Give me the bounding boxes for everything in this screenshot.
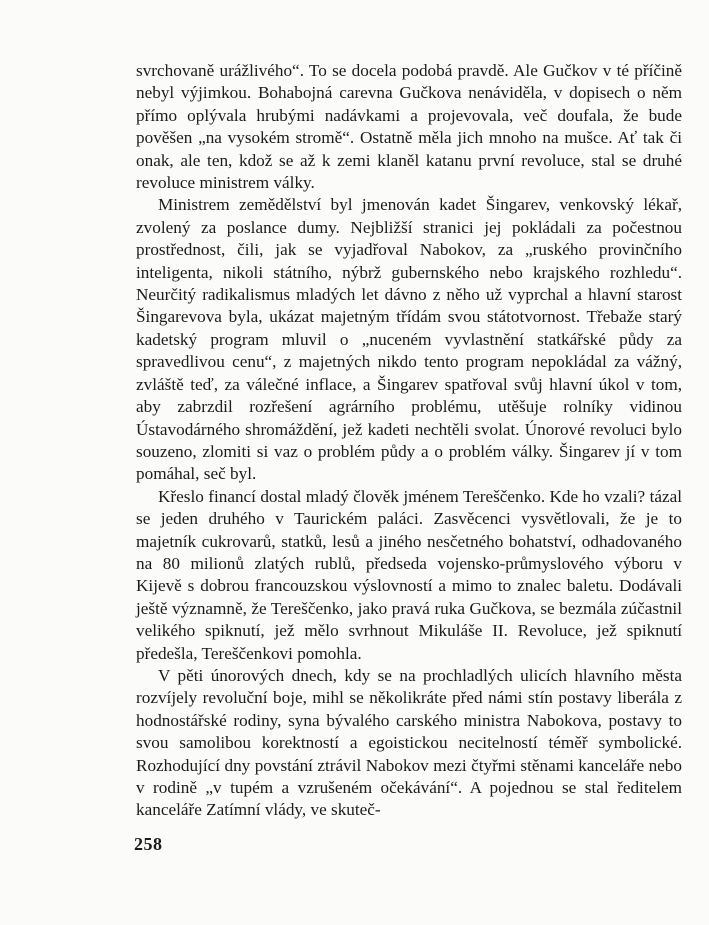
paragraph-3: Křeslo financí dostal mladý člověk jménem Tereščenko. Kde ho vzali? tázal se jeden druhého v Taurickém paláci. Zasvěcenci vysvětlovali, že je to majetník cukrovarů, statků, lesů a jiného nesčetného bohatství, odhadovaného na 80 milionů zlatých rublů, předseda vojensko-průmyslového výboru v Kijevě s dobrou francouzskou výslovností a mimo to znalec baletu. Dodávali ještě významně, že Tereščenko, jako pravá ruka Gučkova, se bezmála zúčastnil velikého spiknutí, jež mělo svrhnout Mikuláše II. Revoluce, jež spiknutí předešla, Tereščenkovi pomohla. bbox=[136, 486, 682, 663]
body-text bbox=[136, 60, 682, 822]
paragraph-4: V pěti únorových dnech, kdy se na prochladlých ulicích hlavního města rozvíjely revoluční boje, mihl se několikráte před námi stín postavy liberála z hodnostářské rodiny, syna bývalého carského ministra Nabokova, postavy to svou samolibou korektností a egoistickou necitelností téměř symbolické. Rozhodující dny povstání ztrávil Nabokov mezi čtyřmi stěnami kanceláře nebo v rodině „v tupém a vzrušeném očekávání“. A pojednou se stal ředitelem kanceláře Zatímní vlády, ve skuteč- bbox=[136, 665, 682, 820]
paragraph-1: svrchovaně urážlivého“. To se docela podobá pravdě. Ale Gučkov v té příčině nebyl výjimkou. Bohabojná carevna Gučkova nenáviděla, v dopisech o něm přímo oplývala hrubými nadávkami a projevovala, več doufala, že bude pověšen „na vysokém stromě“. Ostatně měla jich mnoho na mušce. Ať tak či onak, ale ten, kdož se až k zemi klaněl katanu první revoluce, stal se druhé revoluce ministrem války. bbox=[136, 61, 682, 193]
page-number: 258 bbox=[134, 834, 163, 854]
paragraph-2: Ministrem zemědělství byl jmenován kadet Šingarev, venkovský lékař, zvolený za poslance dumy. Nejbližší stranici jej pokládali za počestnou prostřednost, čili, jak se vyjadřoval Nabokov, za „ruského provinčního inteligenta, nikoli státního, nýbrž gubernského nebo krajského rozhledu“. Neurčitý radikalismus mladých let dávno z něho už vyprchal a hlavní starost Šingarevova byla, ukázat majetným třídám svou státotvornost. Třebaže starý kadetský program mluvil o „nuceném vyvlastnění statkářské půdy za spravedlivou cenu“, z majetných nikdo tento program nepokládal za vážný, zvláště teď, za válečné inflace, a Šingarev spatřoval svůj hlavní úkol v tom, aby zabrzdil rozřešení agrárního problému, utěšuje rolníky vidinou Ústavodárného shromáždění, jež kadeti nechtěli svolat. Únorové revoluci bylo souzeno, zlomiti si vaz o problém půdy a o problém války. Šingarev jí v tom pomáhal, seč byl. bbox=[136, 195, 682, 484]
